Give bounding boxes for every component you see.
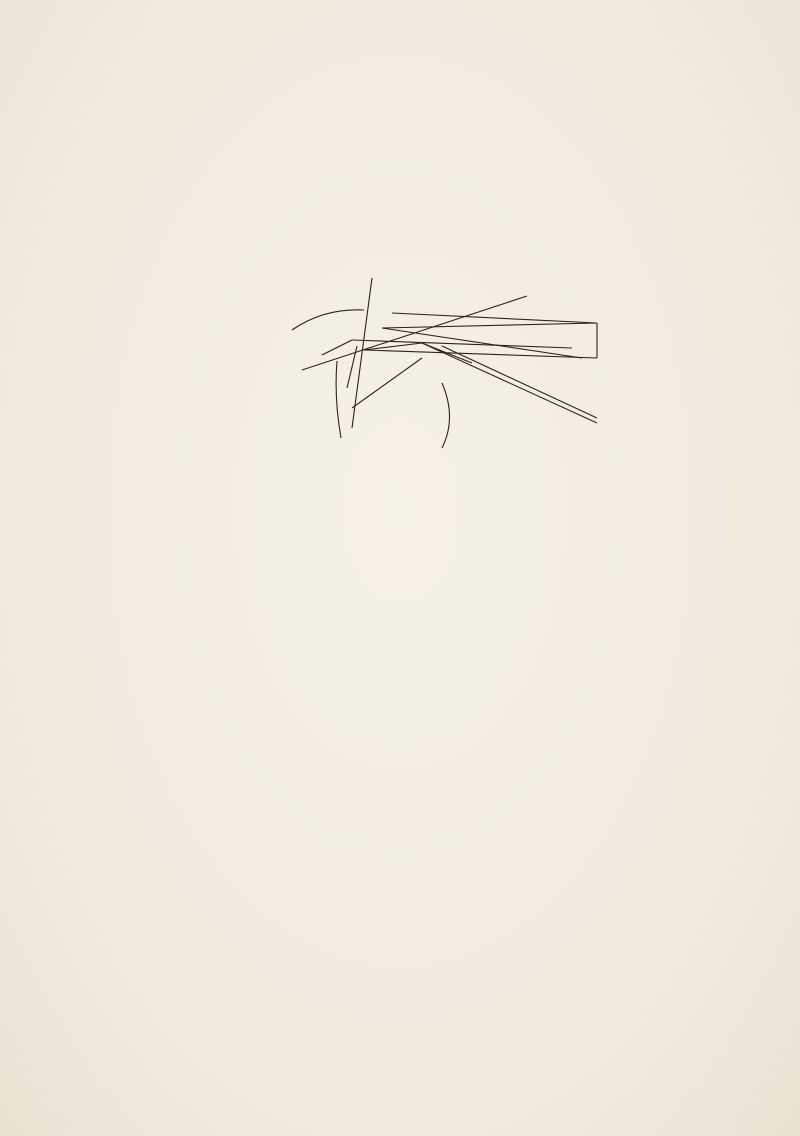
refraction-diagram bbox=[272, 258, 622, 456]
diagram-lines bbox=[292, 278, 597, 448]
